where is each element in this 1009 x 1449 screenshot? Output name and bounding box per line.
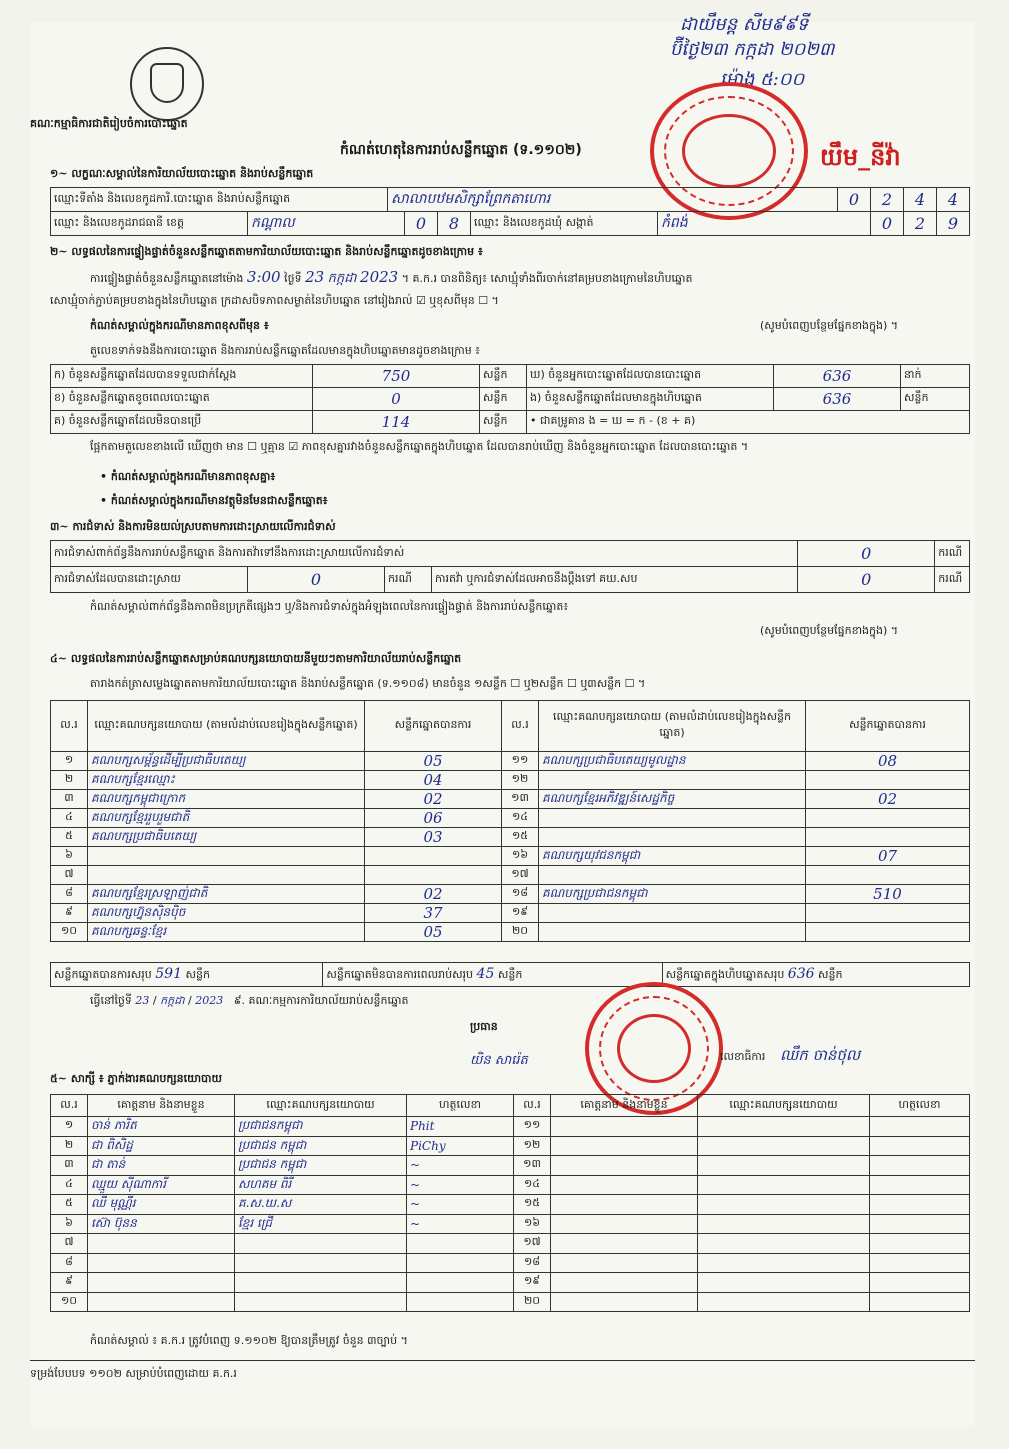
date-line: ធ្វើនៅថ្ងៃទី 23 / កក្កដា / 2023 ៩. គណៈកម្មការការិយាល័យរាប់សន្លឹកឆ្នោត xyxy=(90,994,409,1007)
witness-sign: ~ xyxy=(407,1214,514,1234)
party-votes xyxy=(806,904,970,923)
section1-title: ១~ លក្ខណៈសម្គាល់នៃការិយាល័យបោះឆ្នោត និងរាប់សន្លឹកឆ្នោត xyxy=(50,167,314,180)
figure-label: ង) ចំនួនសន្លឹកឆ្នោតដែលមានក្នុងហិបឆ្នោត xyxy=(527,388,774,411)
party-votes: 07 xyxy=(806,847,970,866)
result-no: ១ xyxy=(51,752,88,771)
witness-party xyxy=(698,1273,870,1293)
station-code-digit: 4 xyxy=(904,188,937,212)
witness-name xyxy=(551,1292,698,1312)
witness-no: ៧ xyxy=(51,1234,88,1254)
party-votes: 510 xyxy=(806,885,970,904)
figure-label: ឃ) ចំនួនអ្នកបោះឆ្នោតដែលបានបោះឆ្នោត xyxy=(527,365,774,388)
result-row xyxy=(51,828,970,847)
result-no: ៩ xyxy=(51,904,88,923)
party-votes: 05 xyxy=(365,752,502,771)
result-no: ២ xyxy=(51,771,88,790)
location-table xyxy=(50,211,970,236)
party-name: គណបក្សយុវជនកម្ពុជា xyxy=(539,847,806,866)
resolved-unit: ករណី xyxy=(385,567,432,593)
date-day: 23 xyxy=(135,994,150,1007)
witness-no: ១៣ xyxy=(514,1156,551,1176)
witness-no: ៣ xyxy=(51,1156,88,1176)
party-name: គណបក្សកម្ពុជាក្រោក xyxy=(88,790,365,809)
witness-name xyxy=(551,1175,698,1195)
witness-no: ១៧ xyxy=(514,1234,551,1254)
result-no: ៧ xyxy=(51,866,88,885)
witness-no: ១៥ xyxy=(514,1195,551,1215)
witness-sign xyxy=(870,1234,970,1254)
witness-no: ៦ xyxy=(51,1214,88,1234)
witness-sign xyxy=(870,1117,970,1137)
irregularity-note: កំណត់សម្គាល់ពាក់ព័ន្ធនឹងភាពមិនប្រក្រតីផ្សេងៗ ឬ/និងការជំទាស់ក្នុងអំឡុងពេលនៃការផ្ទៀងផ្ទាត់ និងការរាប់សន្លឹកឆ្នោត៖ xyxy=(90,600,569,613)
total-box-label: សន្លឹកឆ្នោតក្នុងហិបឆ្នោតសរុប xyxy=(665,967,785,981)
witness-sign: ~ xyxy=(407,1195,514,1215)
appeal-label: ការតវ៉ា ឬការជំទាស់ដែលអាចនឹងប្ដឹងទៅ គឃ.សប xyxy=(432,567,798,593)
date-month: កក្កដា xyxy=(160,994,185,1007)
witness-party: សហគម ពិរី xyxy=(235,1175,407,1195)
witness-party xyxy=(698,1175,870,1195)
difference-bullet: • កំណត់សម្គាល់ក្នុងករណីមានភាពខុសគ្នា៖ xyxy=(100,470,276,483)
result-no: ១០ xyxy=(51,923,88,942)
party-name: គណបក្សសម្ព័ន្ធដើម្បីប្រជាធិបតេយ្យ xyxy=(88,752,365,771)
party-votes xyxy=(365,847,502,866)
figure-label: ខ) ចំនួនសន្លឹកឆ្នោតខូចពេលបោះឆ្នោត xyxy=(51,388,313,411)
party-name xyxy=(539,828,806,847)
form-footer: ទម្រង់បែបបទ ១១០២ សម្រាប់បំពេញដោយ គ.ក.រ xyxy=(30,1367,237,1380)
result-no: ១៤ xyxy=(502,809,539,828)
total-valid-label: សន្លឹកឆ្នោតបានការសរុប xyxy=(54,967,152,981)
result-no: ១៨ xyxy=(502,885,539,904)
witness-no: ១០ xyxy=(51,1292,88,1312)
commune-code-digit: 0 xyxy=(871,212,904,236)
witness-row xyxy=(51,1156,970,1176)
witness-party xyxy=(698,1234,870,1254)
total-invalid-value: 45 xyxy=(476,965,495,982)
section5-title: ៥~ សាក្សី ៖ ភ្នាក់ងារគណបក្សនយោបាយ xyxy=(50,1072,223,1085)
committee-label: ៩. គណៈកម្មការការិយាល័យរាប់សន្លឹកឆ្នោត xyxy=(233,994,409,1007)
tally-sheet-intro: តារាងកត់ត្រាសម្លេងឆ្នោតតាមការិយាល័យបោះឆ្នោត និងរាប់សន្លឹកឆ្នោត (ទ.១១០៨) មានចំនួន ១សន្លឹក ☐ ឬ២សន្លឹក ☐ ឬ៣សន្លឹក ☐ ។ xyxy=(90,677,646,690)
witness-sign xyxy=(870,1175,970,1195)
figures-row xyxy=(51,411,970,434)
handwritten-note-2: ប៊ីថ្ងៃ២៣ កក្កដា ២០២៣ xyxy=(670,39,835,60)
party-name: គណបក្សហ្វ៊ុនស៊ិនប៉ិច xyxy=(88,904,365,923)
result-no: ៤ xyxy=(51,809,88,828)
result-no: ៥ xyxy=(51,828,88,847)
party-name: គណបក្សប្រជាជនកម្ពុជា xyxy=(539,885,806,904)
objection-table xyxy=(50,540,970,593)
result-row xyxy=(51,771,970,790)
verification-year: 2023 xyxy=(360,268,399,286)
commune-value: កំពង់ xyxy=(658,212,871,236)
witness-party: គ.ស.ឃ.ស xyxy=(235,1195,407,1215)
section2-title: ២~ លទ្ធផលនៃការផ្ទៀងផ្ទាត់ចំនួនសន្លឹកឆ្នោតតាមការិយាល័យបោះឆ្នោត និងរាប់សន្លឹកឆ្នោតដូចខាងក្រោម ៖ xyxy=(50,245,483,258)
verification-line xyxy=(90,268,693,289)
figure-unit: សន្លឹក xyxy=(480,365,527,388)
witness-sign: PiChy xyxy=(407,1136,514,1156)
totals-table xyxy=(50,962,970,987)
result-row xyxy=(51,790,970,809)
witness-sign xyxy=(870,1156,970,1176)
result-no: ១៥ xyxy=(502,828,539,847)
form-page xyxy=(30,14,975,1427)
witness-no: ៩ xyxy=(51,1273,88,1293)
verification-day: 23 xyxy=(305,268,325,286)
chair-signature: យិន សារ៉េត xyxy=(470,1053,528,1068)
result-no: ៣ xyxy=(51,790,88,809)
section4-title: ៤~ លទ្ធផលនៃការរាប់សន្លឹកឆ្នោតសម្រាប់គណបក្សនយោបាយនីមួយៗតាមការិយាល័យរាប់សន្លឹកឆ្នោត xyxy=(50,652,462,665)
witness-party xyxy=(698,1136,870,1156)
party-votes xyxy=(365,866,502,885)
witness-sign xyxy=(870,1273,970,1293)
witness-name xyxy=(88,1273,235,1293)
party-name xyxy=(539,923,806,942)
witness-sign xyxy=(870,1292,970,1312)
witness-sign xyxy=(407,1292,514,1312)
party-name xyxy=(539,904,806,923)
figure-value: 114 xyxy=(313,411,480,434)
witness-name xyxy=(551,1253,698,1273)
commune-code-digit: 9 xyxy=(937,212,970,236)
unit: សន្លឹក xyxy=(185,967,210,981)
province-value: កណ្ដាល xyxy=(248,212,405,236)
secretary-label: លេខាធិការ xyxy=(720,1050,766,1063)
formula-note: • ជាគម្រូគាន ង = ឃ = ក - (ខ + គ) xyxy=(527,411,970,434)
province-code-digit: 0 xyxy=(405,212,438,236)
figure-unit: សន្លឹក xyxy=(480,388,527,411)
col-party: ឈ្មោះគណបក្សនយោបាយ (តាមលំដាប់លេខរៀងក្នុងសន្លឹកឆ្នោត) xyxy=(539,701,806,752)
party-name: គណបក្សប្រជាធិបតេយ្យមូលដ្ឋាន xyxy=(539,752,806,771)
unit: សន្លឹក xyxy=(818,967,843,981)
figures-row xyxy=(51,365,970,388)
seal-check-line: សោឃ្មុំចាក់ភ្ជាប់គម្របខាងក្នុងនៃហិបឆ្នោត ក្រដាសបិទភាពសម្ងាត់នៃហិបឆ្នោត នៅរៀងរាល់ ☑ ឬខុសពីមុន ☐ ។ xyxy=(50,294,499,307)
date-year: 2023 xyxy=(195,994,224,1007)
witness-party: ប្រជាជនកម្ពុជា xyxy=(235,1117,407,1137)
witness-party xyxy=(698,1214,870,1234)
party-name xyxy=(539,866,806,885)
total-box-value: 636 xyxy=(787,965,815,982)
col-party: ឈ្មោះគណបក្សនយោបាយ xyxy=(235,1095,407,1117)
party-votes: 02 xyxy=(365,790,502,809)
chair-label: ប្រធាន xyxy=(470,1020,498,1033)
witness-row xyxy=(51,1195,970,1215)
emblem-logo xyxy=(130,47,204,121)
result-no: ៦ xyxy=(51,847,88,866)
witness-table xyxy=(50,1094,970,1312)
witness-no: ១ xyxy=(51,1117,88,1137)
witness-name: ចាន់ ភារិត xyxy=(88,1117,235,1137)
col-sign: ហត្ថលេខា xyxy=(407,1095,514,1117)
witness-sign xyxy=(407,1234,514,1254)
witness-sign xyxy=(870,1253,970,1273)
witness-row xyxy=(51,1292,970,1312)
verification-month: កក្កដា xyxy=(327,271,357,286)
witness-sign xyxy=(870,1195,970,1215)
station-code-digit: 4 xyxy=(937,188,970,212)
party-name: គណបក្សប្រជាធិបតេយ្យ xyxy=(88,828,365,847)
totals-invalid xyxy=(323,963,662,987)
witness-no: ២ xyxy=(51,1136,88,1156)
witness-name xyxy=(551,1117,698,1137)
result-row xyxy=(51,809,970,828)
province-label: ឈ្មោះ និងលេខកូដរាជធានី ខេត្ត xyxy=(51,212,248,236)
verification-time: 3:00 xyxy=(246,268,281,286)
result-no: ១៣ xyxy=(502,790,539,809)
party-name: គណបក្សខ្មែរស្រឡាញ់ជាតិ xyxy=(88,885,365,904)
party-name xyxy=(539,771,806,790)
witness-name: ឈី មុណ្ណីរ xyxy=(88,1195,235,1215)
party-votes: 37 xyxy=(365,904,502,923)
witness-sign: ~ xyxy=(407,1156,514,1176)
totals-valid xyxy=(51,963,323,987)
total-valid-value: 591 xyxy=(155,965,182,982)
witness-name: ស៊ោ ប៊ុនន xyxy=(88,1214,235,1234)
witness-row xyxy=(51,1234,970,1254)
handwritten-note-1: ដាយឹមន្ត សីម៩៩ទី xyxy=(680,14,809,35)
party-votes xyxy=(806,923,970,942)
witness-no: ៥ xyxy=(51,1195,88,1215)
result-row xyxy=(51,885,970,904)
fill-hint: (សូមបំពេញបន្ថែមផ្នែកខាងក្នុង) ។ xyxy=(760,319,899,332)
figures-table xyxy=(50,364,970,434)
party-votes: 06 xyxy=(365,809,502,828)
witness-sign xyxy=(870,1214,970,1234)
witness-name xyxy=(88,1253,235,1273)
station-value: សាលាបឋមសិក្សាព្រែកតាហោរ xyxy=(388,188,838,212)
col-no: ល.រ xyxy=(502,701,539,752)
witness-party xyxy=(235,1273,407,1293)
witness-row xyxy=(51,1175,970,1195)
party-votes: 02 xyxy=(806,790,970,809)
witness-no: ១៩ xyxy=(514,1273,551,1293)
party-votes xyxy=(806,809,970,828)
result-no: ១១ xyxy=(502,752,539,771)
result-row xyxy=(51,904,970,923)
party-votes: 08 xyxy=(806,752,970,771)
col-sign: ហត្ថលេខា xyxy=(870,1095,970,1117)
col-no: ល.រ xyxy=(51,1095,88,1117)
witness-no: ៨ xyxy=(51,1253,88,1273)
witness-party xyxy=(698,1292,870,1312)
party-votes xyxy=(806,771,970,790)
col-name: គោត្តនាម និងនាមខ្លួន xyxy=(88,1095,235,1117)
station-label: ឈ្មោះទីតាំង និងលេខកូដការិ.បោះឆ្នោត និងរាប់សន្លឹកឆ្នោត xyxy=(51,188,388,212)
appeal-unit: ករណី xyxy=(935,567,970,593)
commune-code-digit: 2 xyxy=(904,212,937,236)
figure-value: 636 xyxy=(774,365,901,388)
witness-party: ខ្មែរ ជ្រើ xyxy=(235,1214,407,1234)
figure-label: គ) ចំនួនសន្លឹកឆ្នោតដែលមិនបានប្រើ xyxy=(51,411,313,434)
party-votes: 05 xyxy=(365,923,502,942)
commune-label: ឈ្មោះ និងលេខកូដឃុំ សង្កាត់ xyxy=(471,212,658,236)
unit: សន្លឹក xyxy=(497,967,523,981)
party-results-table xyxy=(50,700,970,942)
result-no: ១២ xyxy=(502,771,539,790)
witness-no: ១៦ xyxy=(514,1214,551,1234)
form-title: កំណត់ហេតុនៃការរាប់សន្លឹកឆ្នោត (ទ.១១០២) xyxy=(340,142,582,158)
party-name: គណបក្សខ្មែរអភិវឌ្ឍន៍សេដ្ឋកិច្ច xyxy=(539,790,806,809)
witness-party xyxy=(698,1195,870,1215)
result-no: ១៧ xyxy=(502,866,539,885)
witness-sign xyxy=(407,1273,514,1293)
resolved-label: ការជំទាស់ដែលបានដោះស្រាយ xyxy=(51,567,248,593)
difference-check-line: ផ្អែកតាមតួលេខខាងលើ ឃើញថា មាន ☐ ឬគ្មាន ☑ ភាពខុសគ្នារវាងចំនួនសន្លឹកឆ្នោតក្នុងហិបឆ្នោត ដែលបានរាប់ឃើញ និងចំនួនអ្នកបោះឆ្នោត ដែលបានបោះឆ្នោត ។ xyxy=(90,440,749,453)
witness-no: ១៤ xyxy=(514,1175,551,1195)
secretary-signature: ឈឹក ចាន់ថុល xyxy=(780,1046,861,1064)
witness-name: ឈ្មួយ ស៊ីណាការី xyxy=(88,1175,235,1195)
party-votes: 04 xyxy=(365,771,502,790)
witness-party xyxy=(698,1156,870,1176)
party-name: គណបក្សឆន្ទៈខ្មែរ xyxy=(88,923,365,942)
figure-value: 0 xyxy=(313,388,480,411)
witness-name xyxy=(551,1195,698,1215)
figures-row xyxy=(51,388,970,411)
witness-party xyxy=(698,1117,870,1137)
col-no: ល.រ xyxy=(514,1095,551,1117)
witness-name xyxy=(551,1136,698,1156)
witness-row xyxy=(51,1117,970,1137)
party-votes xyxy=(806,828,970,847)
party-name xyxy=(539,809,806,828)
witness-no: ១២ xyxy=(514,1136,551,1156)
witness-name: ជា ពិសិដ្ឋ xyxy=(88,1136,235,1156)
witness-name: ជា តាន់ xyxy=(88,1156,235,1176)
result-no: ១៦ xyxy=(502,847,539,866)
col-votes: សន្លឹកឆ្នោតបានការ xyxy=(365,701,502,752)
station-code-digit: 2 xyxy=(871,188,904,212)
witness-name xyxy=(551,1273,698,1293)
result-row xyxy=(51,866,970,885)
party-votes xyxy=(806,866,970,885)
witness-row xyxy=(51,1214,970,1234)
witness-party xyxy=(235,1234,407,1254)
station-table xyxy=(50,187,970,212)
figure-label: ក) ចំនួនសន្លឹកឆ្នោតដែលបានទទួលជាក់ស្ដែង xyxy=(51,365,313,388)
result-row xyxy=(51,752,970,771)
totals-box xyxy=(662,963,969,987)
figure-unit: សន្លឹក xyxy=(901,388,970,411)
result-no: ១៩ xyxy=(502,904,539,923)
party-name: គណបក្សខ្មែររួបរួមជាតិ xyxy=(88,809,365,828)
witness-name xyxy=(551,1214,698,1234)
resolved-value: 0 xyxy=(248,567,385,593)
col-name: គោត្តនាម និងនាមខ្លួន xyxy=(551,1095,698,1117)
witness-name xyxy=(88,1234,235,1254)
witness-party xyxy=(698,1253,870,1273)
figure-unit: នាក់ xyxy=(901,365,970,388)
witness-name xyxy=(551,1156,698,1176)
station-code-digit: 0 xyxy=(838,188,871,212)
authority-name: គណៈកម្មាធិការជាតិរៀបចំការបោះឆ្នោត xyxy=(30,117,188,130)
col-party: ឈ្មោះគណបក្សនយោបាយ (តាមលំដាប់លេខរៀងក្នុងសន្លឹកឆ្នោត) xyxy=(88,701,365,752)
handwritten-time: ម៉ោង ៥:០០ xyxy=(720,69,805,90)
witness-row xyxy=(51,1253,970,1273)
result-row xyxy=(51,923,970,942)
section3-title: ៣~ ការជំទាស់ និងការមិនយល់ស្របតាមការដោះស្រាយលើការជំទាស់ xyxy=(50,520,336,533)
object-bullet: • កំណត់សម្គាល់ក្នុងករណីមានវត្ថុមិនមែនជាសន្លឹកឆ្នោត៖ xyxy=(100,494,328,507)
party-name xyxy=(88,866,365,885)
party-name: គណបក្សខ្មែរឈ្មោះ xyxy=(88,771,365,790)
witness-name xyxy=(551,1234,698,1254)
witness-row xyxy=(51,1273,970,1293)
verification-label: ការផ្ទៀងផ្ទាត់ចំនួនសន្លឹកឆ្នោតនៅម៉ោង xyxy=(90,272,244,285)
appeal-value: 0 xyxy=(798,567,935,593)
col-no: ល.រ xyxy=(51,701,88,752)
fill-hint: (សូមបំពេញបន្ថែមផ្នែកខាងក្នុង) ។ xyxy=(760,624,899,637)
result-no: ២០ xyxy=(502,923,539,942)
witness-no: ២០ xyxy=(514,1292,551,1312)
difference-note-label: កំណត់សម្គាល់ក្នុងករណីមានភាពខុសពីមុន ៖ xyxy=(90,319,269,332)
col-party: ឈ្មោះគណបក្សនយោបាយ xyxy=(698,1095,870,1117)
col-votes: សន្លឹកឆ្នោតបានការ xyxy=(806,701,970,752)
completion-note: កំណត់សម្គាល់ ៖ គ.ក.រ ត្រូវបំពេញ ទ.១១០២ ឱ្យបានត្រឹមត្រូវ ចំនួន ៣ច្បាប់ ។ xyxy=(90,1334,408,1347)
figure-unit: សន្លឹក xyxy=(480,411,527,434)
date-label: ធ្វើនៅថ្ងៃទី xyxy=(90,994,132,1007)
witness-party xyxy=(235,1253,407,1273)
witness-no: ១១ xyxy=(514,1117,551,1137)
objection-unit: ករណី xyxy=(935,541,970,567)
objection-value: 0 xyxy=(798,541,935,567)
witness-party: ប្រជាជន កម្ពុជា xyxy=(235,1156,407,1176)
result-no: ៨ xyxy=(51,885,88,904)
figure-value: 636 xyxy=(774,388,901,411)
result-row xyxy=(51,847,970,866)
footer-divider xyxy=(30,1360,975,1361)
witness-no: ១៨ xyxy=(514,1253,551,1273)
objection-label: ការជំទាស់ពាក់ព័ន្ធនឹងការរាប់សន្លឹកឆ្នោត និងការតវ៉ាទៅនឹងការដោះស្រាយលើការជំទាស់ xyxy=(51,541,798,567)
day-label: ថ្ងៃទី xyxy=(284,272,302,285)
verification-rest: ។ គ.ក.រ បានពិនិត្យ៖ សោឃ្មុំទាំងពីរចាក់នៅគម្របខាងក្រោមនៃហិបឆ្នោត xyxy=(401,272,693,285)
witness-sign xyxy=(870,1136,970,1156)
party-votes: 02 xyxy=(365,885,502,904)
witness-party xyxy=(235,1292,407,1312)
witness-no: ៤ xyxy=(51,1175,88,1195)
witness-name xyxy=(88,1292,235,1312)
witness-sign xyxy=(407,1253,514,1273)
witness-sign: ~ xyxy=(407,1175,514,1195)
figures-intro: តួលេខទាក់ទងនឹងការបោះឆ្នោត និងការរាប់សន្លឹកឆ្នោតដែលមានក្នុងហិបឆ្នោតមានដូចខាងក្រោម ៖ xyxy=(90,344,481,357)
witness-party: ប្រជាជន កម្ពុជា xyxy=(235,1136,407,1156)
name-stamp: យឹម_នីវ៉ា xyxy=(820,143,901,171)
witness-row xyxy=(51,1136,970,1156)
province-code-digit: 8 xyxy=(438,212,471,236)
party-name xyxy=(88,847,365,866)
witness-sign: Phit xyxy=(407,1117,514,1137)
total-invalid-label: សន្លឹកឆ្នោតមិនបានការពេលរាប់សរុប xyxy=(326,967,474,981)
figure-value: 750 xyxy=(313,365,480,388)
party-votes: 03 xyxy=(365,828,502,847)
